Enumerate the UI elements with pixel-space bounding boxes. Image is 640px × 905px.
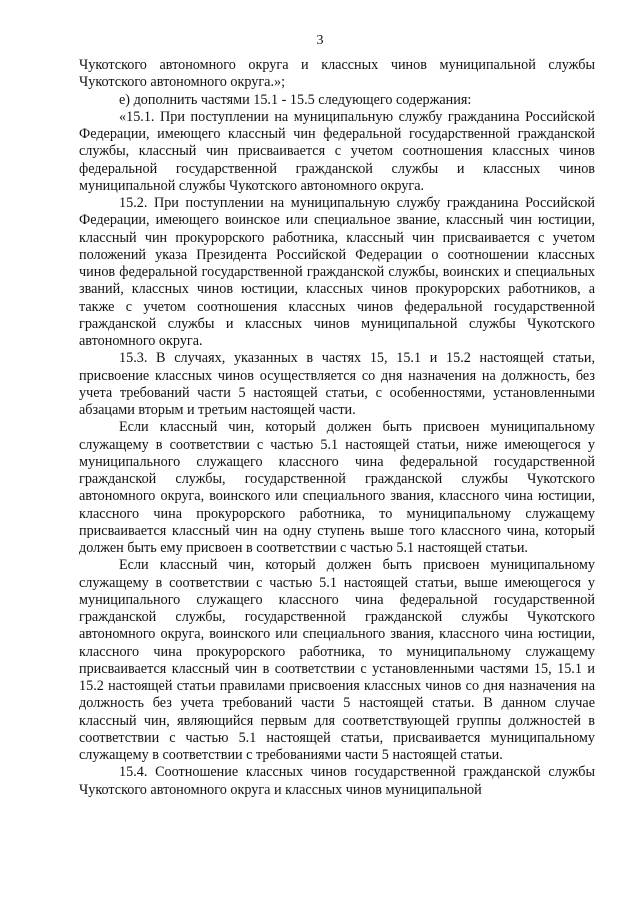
paragraph: 15.3. В случаях, указанных в частях 15, 15.1 и 15.2 настоящей статьи, присвоение классных чинов осуществляется со дня назначения на должность, без учета требований части 5 настоящей статьи, с особенностями, установленными абзацами вторым и третьим настоящей части. [79, 350, 595, 418]
page-number: 3 [316, 33, 324, 48]
paragraph: Чукотского автономного округа и классных чинов муниципальной службы Чукотского автономного округа.»; [79, 57, 595, 91]
paragraph: 15.2. При поступлении на муниципальную службу гражданина Российской Федерации, имеющего воинское или специальное звание, классный чин юстиции, классный чин прокурорского работника, классный чин присваивается с учетом положений указа Президента Российской Федерации о соотношении классных чинов федеральной государственной гражданской службы, воинских и специальных званий, классных чинов юстиции, классных чинов прокурорских работников, а также с учетом соотношения классных чинов федеральной государственной гражданской службы и классных чинов муниципальной службы Чукотского автономного округа. [79, 195, 595, 349]
paragraph: е) дополнить частями 15.1 - 15.5 следующего содержания: [119, 91, 472, 108]
paragraph: «15.1. При поступлении на муниципальную службу гражданина Российской Федерации, имеющего классный чин федеральной государственной гражданской службы, классный чин присваивается с учетом соотношения классных чинов федеральной государственной гражданской службы и классных чинов муниципальной службы Чукотского автономного округа. [79, 108, 595, 194]
paragraph: 15.4. Соотношение классных чинов государственной гражданской службы Чукотского автономного округа и классных чинов муниципальной [79, 764, 595, 798]
document-body [79, 57, 595, 799]
paragraph: Если классный чин, который должен быть присвоен муниципальному служащему в соответствии с частью 5.1 настоящей статьи, выше имеющегося у муниципального служащего классного чина федеральной государственной гражданской службы, государственной гражданской службы Чукотского автономного округа, воинского или специального звания, классного чина юстиции, классного чина прокурорского работника, то муниципальному служащему присваивается классный чин в соответствии с установленными частями 15, 15.1 и 15.2 настоящей статьи правилами присвоения классных чинов со дня назначения на должность без учета требований части 5 настоящей статьи. В данном случае классный чин, являющийся первым для соответствующей группы должностей в соответствии с частью 5.1 настоящей статьи, присваивается муниципальному служащему в соответствии с требованиями части 5 настоящей статьи. [79, 557, 595, 763]
paragraph: Если классный чин, который должен быть присвоен муниципальному служащему в соответствии с частью 5.1 настоящей статьи, ниже имеющегося у муниципального служащего классного чина федеральной государственной гражданской службы, государственной гражданской службы Чукотского автономного округа, воинского или специального звания, классного чина юстиции, классного чина прокурорского работника, то муниципальному служащему присваивается классный чин на одну ступень выше того классного чина, который должен быть ему присвоен в соответствии с частью 5.1 настоящей статьи. [79, 419, 595, 556]
